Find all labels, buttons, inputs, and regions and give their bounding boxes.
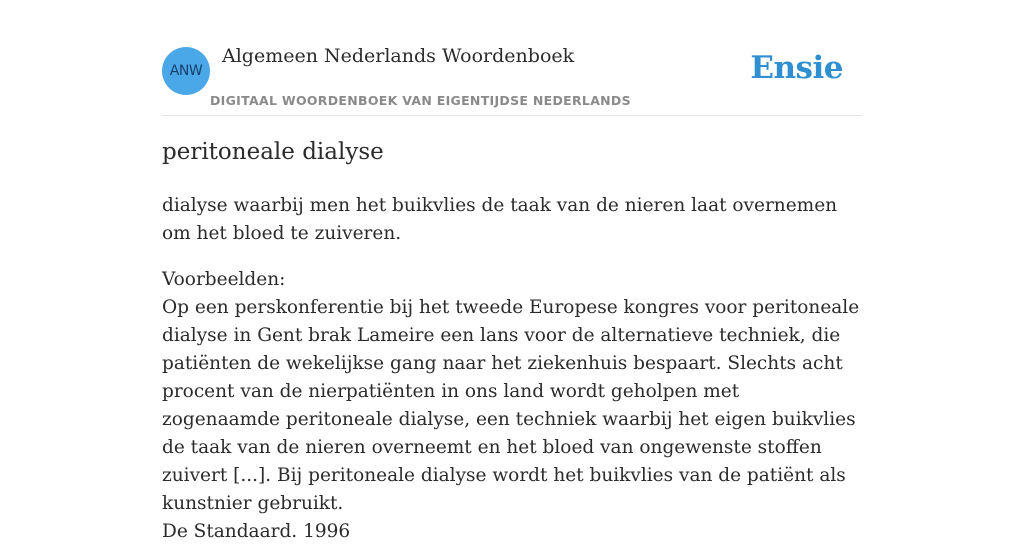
ensie-logo[interactable]: Ensie	[750, 50, 843, 86]
page	[162, 0, 862, 542]
example-quote: Op een perskonferentie bij het tweede Europese kongres voor peritoneale dialyse in Gent brak Lameire een lans voor de alternatieve techniek, die patiënten de wekelijkse gang naar het ziekenhuis bespaart. Slechts acht procent van de nierpatiënten in ons land wordt geholpen met zogenaamde peritoneale dialyse, een techniek waarbij het eigen buikvlies de taak van de nieren overneemt en het bloed van ongewenste stoffen zuivert [...]. Bij peritoneale dialyse wordt het buikvlies van de patiënt als kunstnier gebruikt.	[162, 297, 860, 514]
site-subtitle: DIGITAAL WOORDENBOEK VAN EIGENTIJDSE NEDERLANDS	[210, 93, 631, 108]
site-title[interactable]: Algemeen Nederlands Woordenboek	[222, 45, 575, 67]
entry-definition: dialyse waarbij men het buikvlies de taak van de nieren laat overnemen om het bloed te zuiveren.	[162, 195, 838, 244]
example-source: De Standaard. 1996	[162, 521, 351, 542]
site-header	[162, 0, 862, 116]
anw-logo[interactable]: ANW	[162, 47, 210, 95]
examples-section	[162, 266, 862, 546]
examples-label: Voorbeelden:	[162, 269, 286, 290]
entry-headword: peritoneale dialyse	[162, 139, 384, 165]
